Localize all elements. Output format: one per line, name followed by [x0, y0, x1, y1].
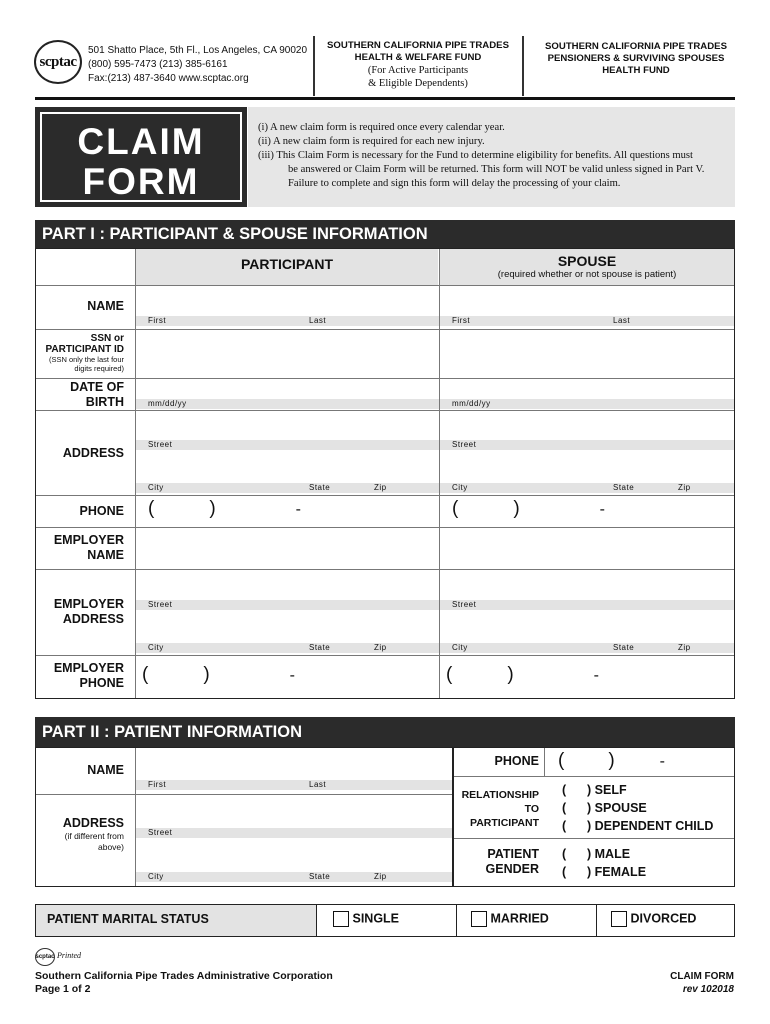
phone-label: PHONE — [79, 504, 124, 518]
footer-logo: scptac — [35, 948, 55, 966]
patient-name-input[interactable] — [136, 748, 452, 779]
participant-ssn-input[interactable] — [136, 330, 439, 378]
rel-self-option[interactable]: ( ) SELF — [562, 783, 627, 797]
participant-employer-city-input[interactable] — [136, 611, 439, 643]
participant-employer-street-input[interactable] — [136, 570, 439, 600]
footer-left: Southern California Pipe Trades Administrative Corporation Page 1 of 2 — [35, 970, 333, 995]
fax-web-line: Fax:(213) 487-3640 www.scptac.org — [88, 73, 249, 84]
ssn-label: SSN or PARTICIPANT ID (SSN only the last four digits required) — [45, 333, 124, 373]
name-hint: First Last — [440, 316, 734, 326]
name-label: NAME — [87, 299, 124, 313]
rel-spouse-option[interactable]: ( ) SPOUSE — [562, 801, 647, 815]
patient-phone-label: PHONE — [494, 754, 539, 768]
patient-phone-input[interactable]: ( ) - — [558, 750, 665, 771]
part2-header: PART II : PATIENT INFORMATION — [35, 717, 735, 747]
divider — [313, 36, 315, 96]
health-welfare-fund: SOUTHERN CALIFORNIA PIPE TRADES HEALTH & WELFARE FUND (For Active Participants & Eligible Dependents) — [327, 40, 509, 89]
address-block — [88, 44, 307, 86]
instructions: (i) A new claim form is required once every calendar year. (ii) A new claim form is required for each new injury. (iii) This Claim Form is necessary for the Fund to determine eligibility for benefits. All questions must be answered or Claim Form will be returned. This form will NOT be valid unless signed in Part V. Failure to complete and sign this form will delay the processing of your claim. — [248, 107, 735, 207]
name-hint: First Last — [136, 316, 439, 326]
checkbox-icon — [333, 911, 349, 927]
divider — [522, 36, 524, 96]
gender-male-option[interactable]: ( ) MALE — [562, 847, 631, 861]
spouse-employer-name-input[interactable] — [440, 528, 734, 569]
footer-right: CLAIM FORM rev 102018 — [670, 971, 734, 995]
gender-female-option[interactable]: ( ) FEMALE — [562, 865, 647, 879]
claim-form-title: CLAIM FORM — [35, 107, 247, 207]
spouse-employer-phone-input[interactable]: ( ) - — [446, 664, 599, 685]
employer-phone-label: EMPLOYER PHONE — [53, 661, 124, 690]
scptac-logo: scptac — [34, 40, 82, 84]
spouse-name-input[interactable] — [440, 286, 734, 316]
part1-header: PART I : PARTICIPANT & SPOUSE INFORMATION — [35, 220, 735, 248]
relationship-options — [562, 781, 713, 835]
gender-label: PATIENT GENDER — [485, 847, 539, 876]
phone-line: (800) 595-7473 (213) 385-6161 — [88, 59, 228, 70]
spouse-ssn-input[interactable] — [440, 330, 734, 378]
patient-street-input[interactable] — [136, 795, 452, 828]
spouse-employer-street-input[interactable] — [440, 570, 734, 600]
participant-col-header: PARTICIPANT — [136, 249, 438, 285]
employer-name-label: EMPLOYER NAME — [53, 533, 124, 562]
checkbox-icon — [471, 911, 487, 927]
dob-label: DATE OF BIRTH — [70, 380, 124, 409]
marital-status-label: PATIENT MARITAL STATUS — [47, 912, 209, 926]
address-label: ADDRESS — [62, 446, 124, 460]
participant-dob-input[interactable] — [136, 379, 439, 399]
spouse-col-header: SPOUSE (required whether or not spouse is patient) — [440, 249, 734, 285]
married-checkbox[interactable]: MARRIED — [471, 911, 549, 927]
pensioners-fund: SOUTHERN CALIFORNIA PIPE TRADES PENSIONERS & SURVIVING SPOUSES HEALTH FUND — [545, 41, 727, 76]
address-line: 501 Shatto Place, 5th Fl., Los Angeles, CA 90020 — [88, 45, 308, 56]
spouse-dob-input[interactable] — [440, 379, 734, 399]
rel-child-option[interactable]: ( ) DEPENDENT CHILD — [562, 819, 714, 833]
gender-options — [562, 845, 646, 881]
patient-address-label: ADDRESS (if different from above) — [62, 816, 124, 852]
checkbox-icon — [611, 911, 627, 927]
patient-name-label: NAME — [87, 763, 124, 777]
relationship-label: RELATIONSHIP TO PARTICIPANT — [461, 789, 539, 829]
participant-phone-input[interactable]: ( ) - — [148, 498, 301, 519]
spouse-city-input[interactable] — [440, 451, 734, 483]
spouse-street-input[interactable] — [440, 411, 734, 440]
printed-label: Printed — [57, 951, 81, 960]
participant-street-input[interactable] — [136, 411, 439, 440]
header-rule — [35, 97, 735, 100]
participant-employer-name-input[interactable] — [136, 528, 439, 569]
spouse-employer-city-input[interactable] — [440, 611, 734, 643]
divorced-checkbox[interactable]: DIVORCED — [611, 911, 696, 927]
patient-city-input[interactable] — [136, 839, 452, 872]
participant-employer-phone-input[interactable]: ( ) - — [142, 664, 295, 685]
single-checkbox[interactable]: SINGLE — [333, 911, 399, 927]
employer-address-label: EMPLOYER ADDRESS — [53, 597, 124, 626]
participant-name-input[interactable] — [136, 286, 439, 316]
spouse-phone-input[interactable]: ( ) - — [452, 498, 605, 519]
participant-city-input[interactable] — [136, 451, 439, 483]
